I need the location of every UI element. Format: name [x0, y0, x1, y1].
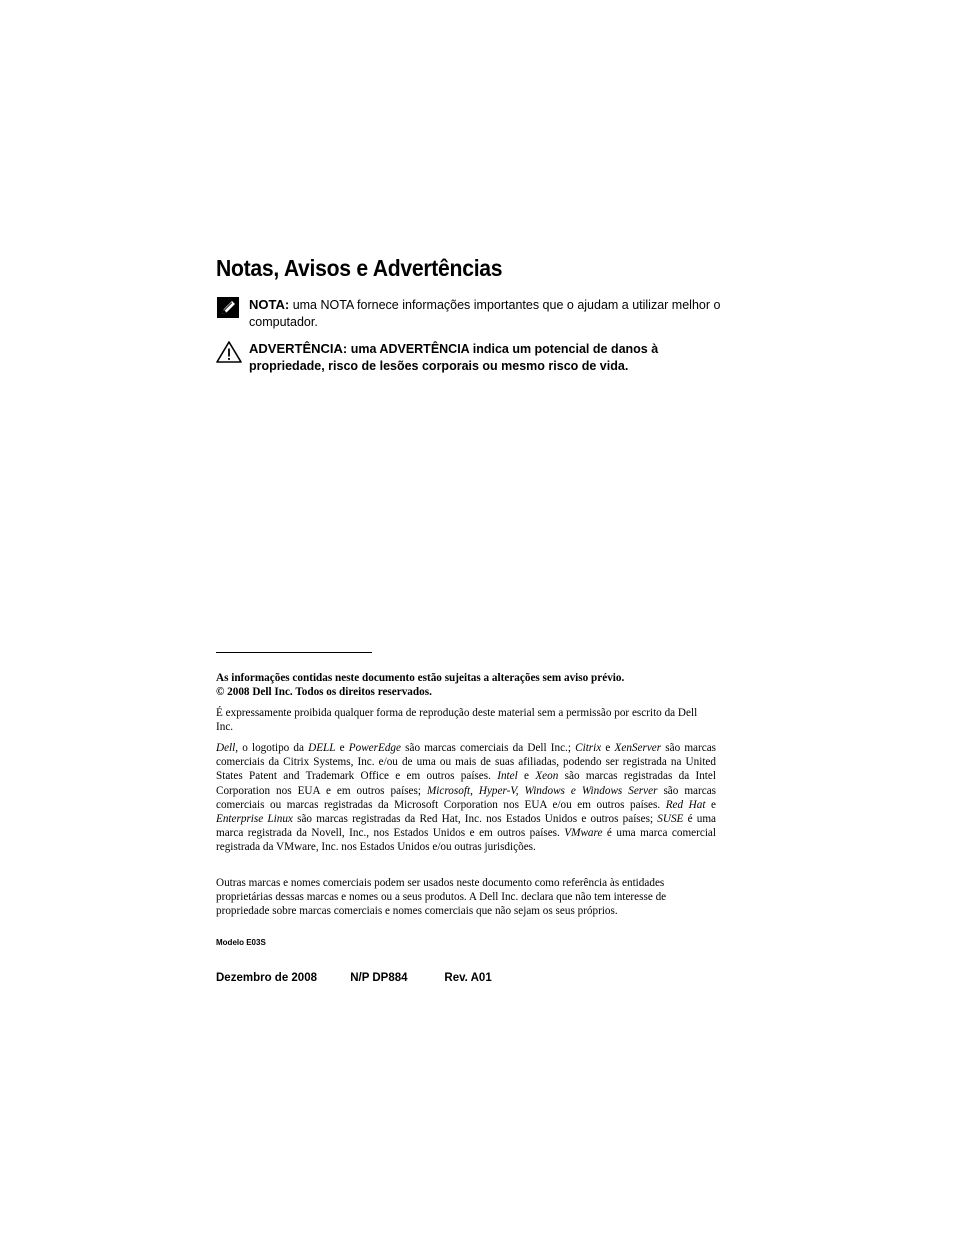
model-number: Modelo E03S — [216, 938, 266, 947]
trademark-text — [216, 741, 716, 855]
trademark-name: Dell — [216, 742, 236, 754]
trademark-run: e — [517, 770, 536, 783]
trademark-run: são marcas comerciais da Dell Inc.; — [400, 742, 576, 754]
pencil-note-icon — [216, 296, 242, 320]
trademark-notice — [216, 741, 716, 855]
footer-part-number: N/P DP884 — [350, 972, 408, 984]
trademark-name: DELL — [308, 742, 336, 754]
trademark-run: e — [705, 798, 716, 811]
trademark-name: VMware — [564, 827, 603, 840]
trademark-name: Hyper-V, Windows e Windows Server — [478, 784, 658, 797]
trademark-name: SUSE — [657, 813, 684, 826]
trademark-name: Xeon — [535, 770, 559, 783]
note-label: NOTA: — [249, 297, 290, 312]
trademark-name: Intel — [497, 770, 518, 783]
trademark-name: XenServer — [614, 742, 662, 754]
warning-label: ADVERTÊNCIA: — [249, 341, 348, 356]
footnote-divider — [216, 652, 372, 653]
trademark-run: são marcas registradas da Red Hat, Inc. nos Estados Unidos e outros países; — [292, 813, 658, 826]
other-marks-notice — [216, 876, 716, 919]
info-notice — [216, 671, 716, 699]
trademark-run: são marcas comerciais da Citrix Systems, Inc. e/ou de uma ou mais de suas afiliadas, podendo ser registrada na United States Patent and Trademark Office e em outros países. — [216, 742, 717, 783]
trademark-run: é uma marca registrada da Novell, Inc., nos Estados Unidos e em outros países. — [216, 813, 716, 840]
trademark-run: , o logotipo da — [235, 742, 309, 754]
warning-text: uma ADVERTÊNCIA indica um potencial de danos à propriedade, risco de lesões corporais ou mesmo risco de vida. — [249, 342, 659, 373]
trademark-run: são marcas registradas da Intel Corporation nos EUA e em outros países; — [216, 770, 716, 797]
trademark-run: é uma marca comercial registrada da VMware, Inc. nos Estados Unidos e/ou outras jurisdições. — [216, 827, 716, 854]
footer-date: Dezembro de 2008 — [216, 972, 317, 984]
trademark-name: Citrix — [575, 742, 602, 754]
info-line-change-notice: As informações contidas neste documento estão sujeitas a alterações sem aviso prévio. — [216, 672, 625, 684]
other-marks-text: Outras marcas e nomes comerciais podem ser usados neste documento como referência às entidades proprietárias dessas marcas e nomes ou a seus produtos. A Dell Inc. declara que não tem interesse de propriedade sobre marcas comerciais e nomes comerciais que não sejam os seus próprios. — [216, 877, 667, 918]
trademark-run: são marcas comerciais ou marcas registradas da Microsoft Corporation nos EUA e/ou em outros países. — [216, 784, 717, 811]
document-footer — [216, 972, 492, 984]
trademark-run: , — [470, 784, 479, 797]
trademark-name: Enterprise Linux — [216, 813, 293, 826]
warning-triangle-icon — [216, 340, 242, 364]
trademark-run: e — [601, 742, 615, 754]
trademark-run: e — [335, 742, 349, 754]
trademark-name: Microsoft — [426, 784, 471, 797]
footer-revision: Rev. A01 — [444, 972, 492, 984]
page-title: Notas, Avisos e Advertências — [216, 255, 503, 281]
trademark-name: Red Hat — [665, 798, 706, 811]
info-line-copyright: © 2008 Dell Inc. Todos os direitos reservados. — [216, 686, 432, 699]
prohibition-text: É expressamente proibida qualquer forma de reprodução deste material sem a permissão por escrito da Dell Inc. — [216, 707, 698, 734]
note-text: uma NOTA fornece informações importantes que o ajudam a utilizar melhor o computador. — [249, 298, 721, 329]
reproduction-notice — [216, 706, 716, 734]
trademark-name: PowerEdge — [348, 742, 401, 754]
